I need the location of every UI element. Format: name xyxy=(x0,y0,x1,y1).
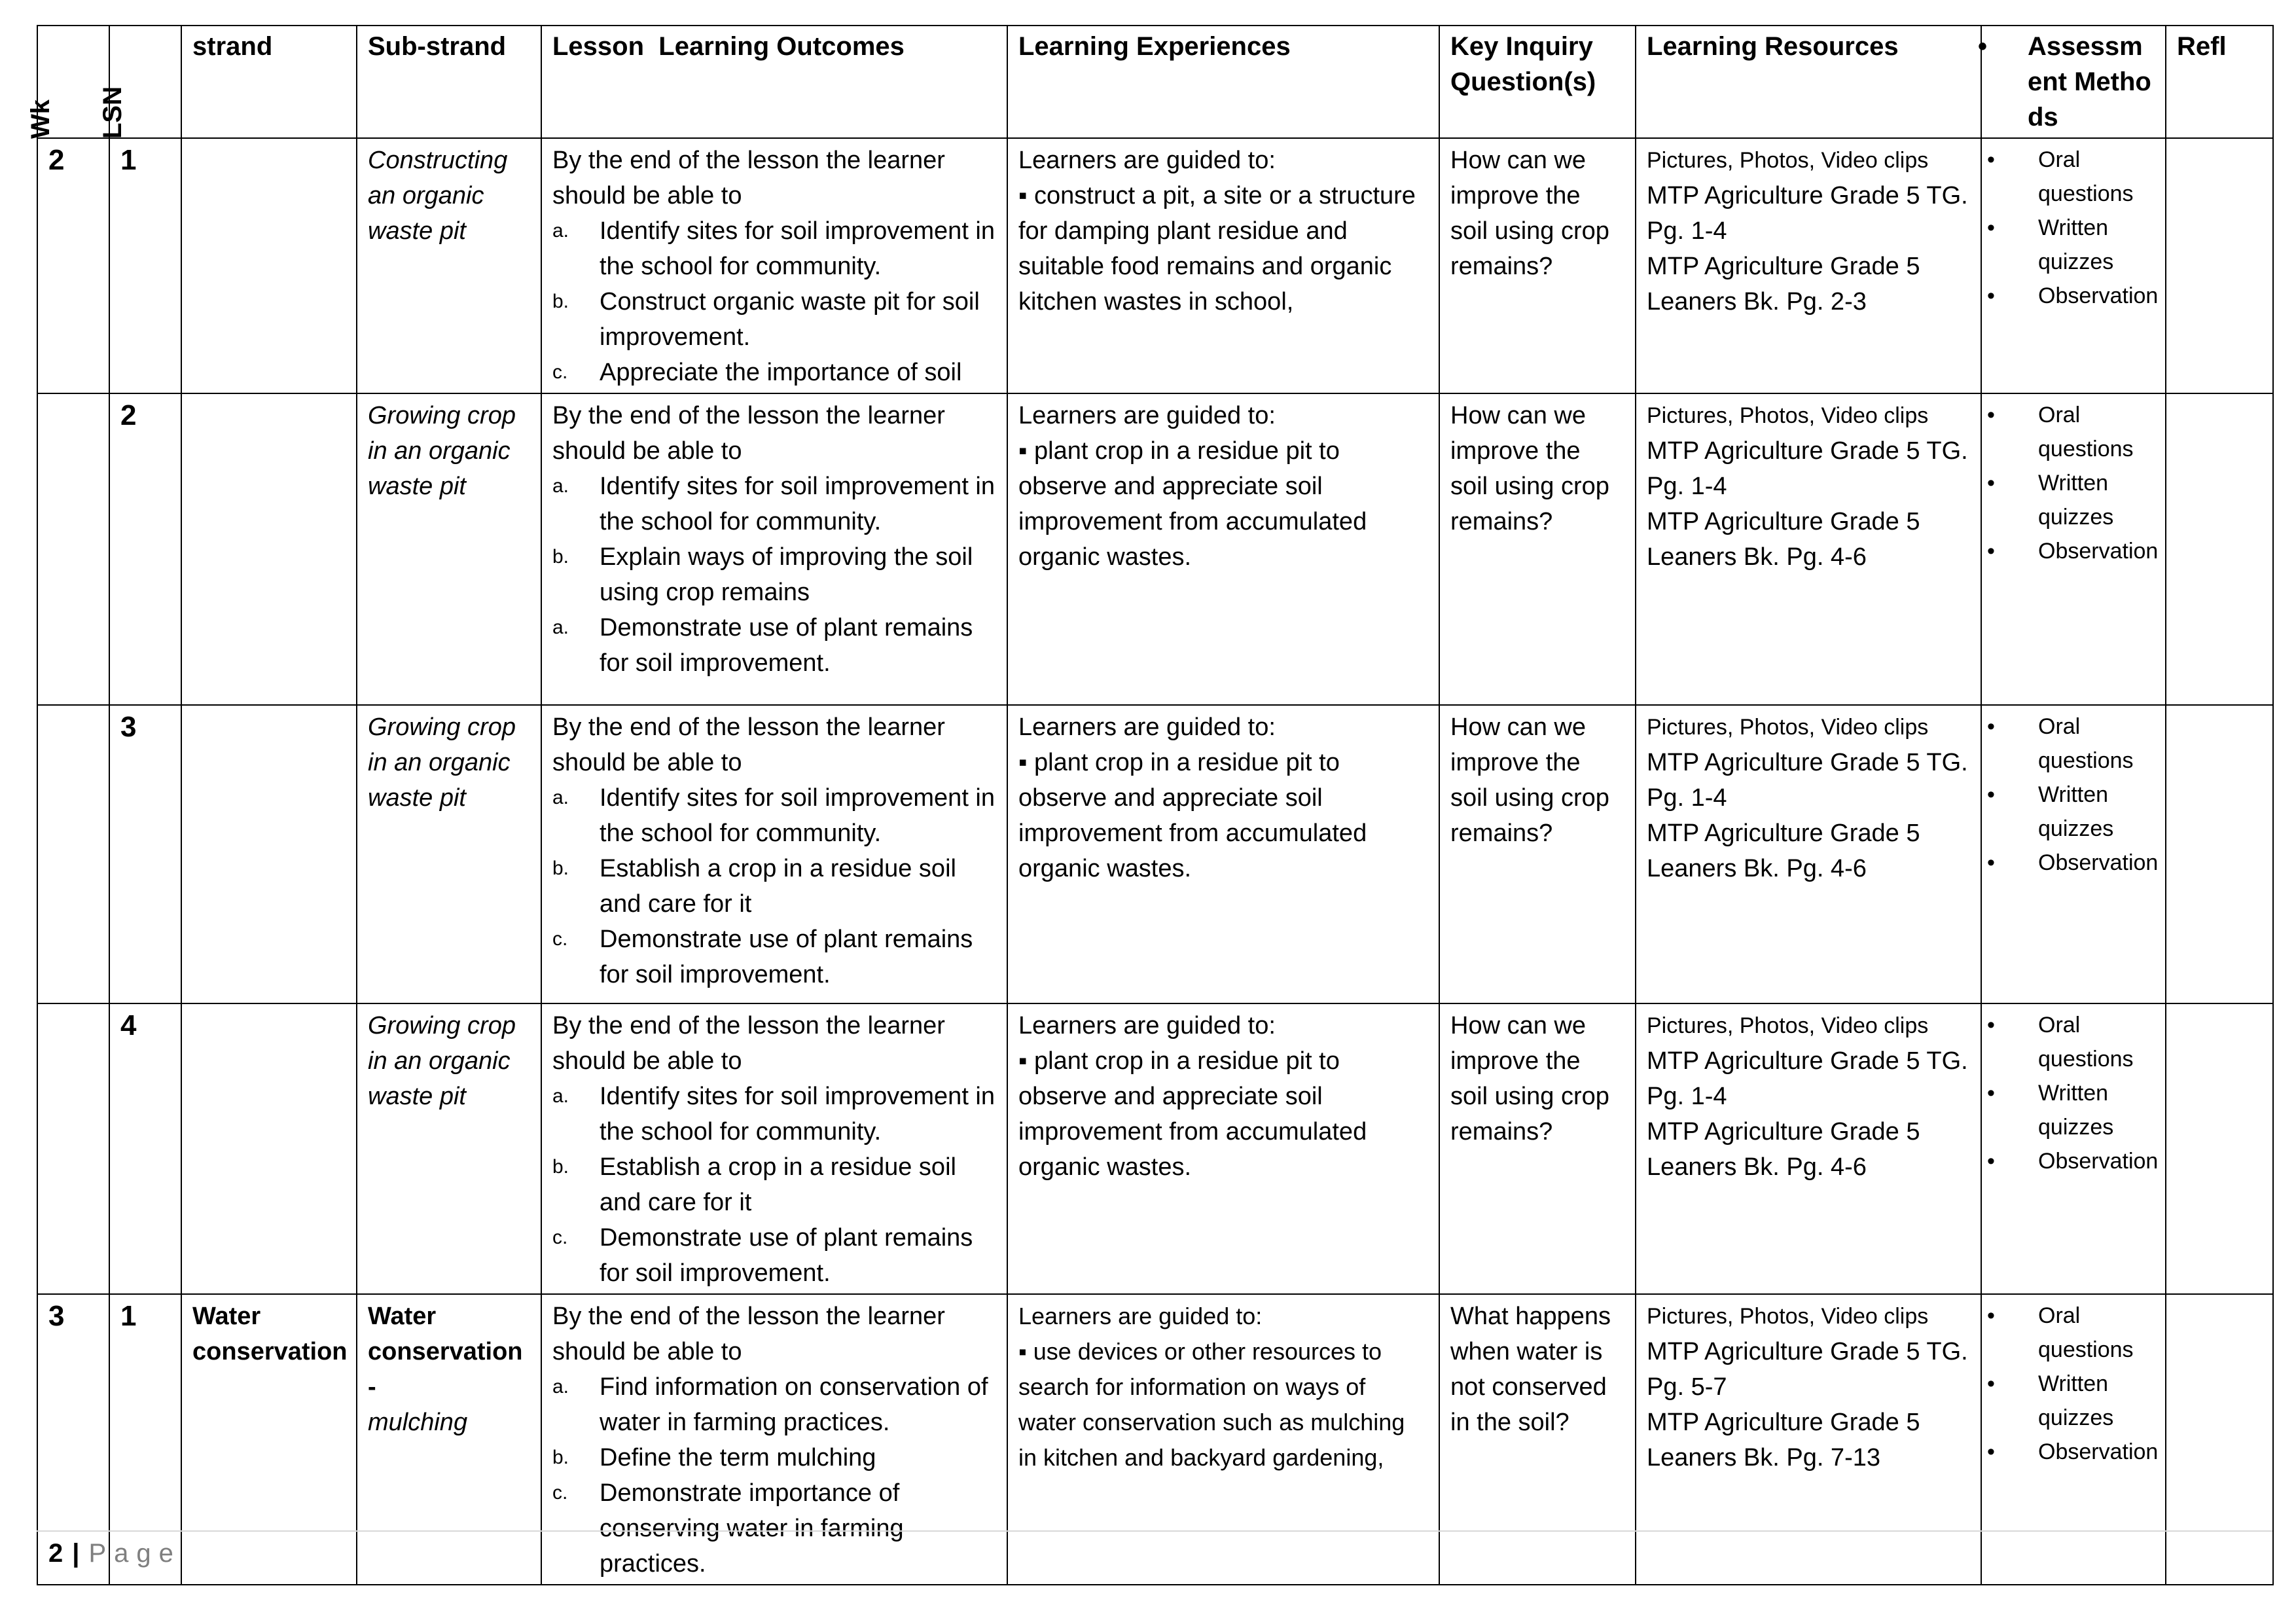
outcome-text: Appreciate the importance of soil xyxy=(600,359,962,386)
inquiry-cell xyxy=(1439,1003,1636,1294)
outcome-item xyxy=(552,1475,996,1581)
outcomes-list xyxy=(552,1369,996,1581)
assessment-item: • Oral questions xyxy=(1992,1299,2155,1367)
experiences-cell xyxy=(1007,138,1439,393)
resource-line: MTP Agriculture Grade 5 TG. Pg. 1-4 xyxy=(1647,1047,1968,1110)
outcomes-intro: By the end of the lesson the learner should be able to xyxy=(552,1012,945,1075)
page-label: Page xyxy=(88,1539,181,1568)
resources-cell xyxy=(1636,1294,1981,1585)
strand-cell xyxy=(181,393,357,705)
inquiry-cell xyxy=(1439,393,1636,705)
resource-line: MTP Agriculture Grade 5 TG. Pg. 1-4 xyxy=(1647,437,1968,500)
resource-line: Pictures, Photos, Video clips xyxy=(1647,1304,1929,1329)
outcome-label: a. xyxy=(552,1085,569,1107)
strand-cell xyxy=(181,1294,357,1585)
lesson-row xyxy=(37,705,2273,1003)
sub-strand-text: Growing crop in an organic waste pit xyxy=(368,402,516,500)
resource-line: MTP Agriculture Grade 5 Leaners Bk. Pg. 7-13 xyxy=(1647,1409,1920,1471)
assessment-item: • Oral questions xyxy=(1992,143,2155,211)
sub-strand-cell xyxy=(357,138,541,393)
sub-strand-cell xyxy=(357,1294,541,1585)
outcome-label: b. xyxy=(552,1447,569,1468)
outcome-label: a. xyxy=(552,1376,569,1398)
outcomes-intro: By the end of the lesson the learner should be able to xyxy=(552,402,945,465)
assessment-cell xyxy=(1981,705,2166,1003)
outcome-item xyxy=(552,355,996,390)
inquiry-question: What happens when water is not conserved in the soil? xyxy=(1450,1303,1611,1436)
outcome-text: Establish a crop in a residue soil and care for it xyxy=(600,855,956,918)
outcome-text: Explain ways of improving the soil using crop remains xyxy=(600,543,973,606)
assessment-cell xyxy=(1981,393,2166,705)
outcome-text: Identify sites for soil improvement in the school for community. xyxy=(600,784,996,847)
outcome-item xyxy=(552,1220,996,1291)
outcome-item xyxy=(552,539,996,610)
assessment-item: • Observation xyxy=(1992,1144,2155,1178)
outcome-item xyxy=(552,851,996,922)
assessment-cell xyxy=(1981,1003,2166,1294)
header-inquiry: Key Inquiry Question(s) xyxy=(1439,26,1636,138)
outcome-label: a. xyxy=(552,787,569,808)
experience-intro: Learners are guided to: xyxy=(1018,1012,1276,1039)
experience-intro: Learners are guided to: xyxy=(1018,147,1276,174)
assessment-item: • Oral questions xyxy=(1992,398,2155,466)
assessment-list xyxy=(1992,1008,2159,1178)
header-reflection: Refl xyxy=(2166,26,2273,138)
inquiry-cell xyxy=(1439,138,1636,393)
outcomes-cell xyxy=(541,393,1007,705)
sub-strand-text: mulching xyxy=(368,1409,468,1436)
experiences-cell xyxy=(1007,705,1439,1003)
outcome-item xyxy=(552,1369,996,1440)
header-experiences: Learning Experiences xyxy=(1007,26,1439,138)
resources-cell xyxy=(1636,1003,1981,1294)
outcome-label: a. xyxy=(552,475,569,497)
experience-text: ▪ plant crop in a residue pit to observe and appreciate soil improvement from accumulated organic wastes. xyxy=(1018,745,1428,886)
assessment-list xyxy=(1992,143,2159,313)
assessment-list xyxy=(1992,1299,2159,1469)
outcome-item xyxy=(552,780,996,851)
week-cell xyxy=(37,138,109,393)
sub-strand-title: Water conservation - xyxy=(368,1303,523,1401)
strand-cell xyxy=(181,138,357,393)
inquiry-question: How can we improve the soil using crop remains? xyxy=(1450,147,1609,280)
resource-line: Pictures, Photos, Video clips xyxy=(1647,403,1929,428)
week-cell xyxy=(37,393,109,705)
outcome-label: b. xyxy=(552,1156,569,1178)
outcomes-list xyxy=(552,469,996,681)
resources-cell xyxy=(1636,138,1981,393)
inquiry-question: How can we improve the soil using crop remains? xyxy=(1450,713,1609,847)
outcome-text: Demonstrate use of plant remains for soil improvement. xyxy=(600,926,973,988)
assessment-item: • Oral questions xyxy=(1992,1008,2155,1076)
lesson-cell xyxy=(109,1003,181,1294)
outcomes-list xyxy=(552,1079,996,1291)
outcome-label: c. xyxy=(552,361,568,383)
outcome-text: Identify sites for soil improvement in the school for community. xyxy=(600,473,996,535)
sub-strand-text: Growing crop in an organic waste pit xyxy=(368,713,516,812)
lesson-number: 3 xyxy=(120,711,137,743)
page-footer xyxy=(48,1536,181,1571)
lesson-row xyxy=(37,1003,2273,1294)
outcome-label: a. xyxy=(552,220,569,242)
sub-strand-text: Constructing an organic waste pit xyxy=(368,147,508,245)
assessment-item: • Written quizzes xyxy=(1992,466,2155,534)
week-cell xyxy=(37,1003,109,1294)
strand-cell xyxy=(181,1003,357,1294)
resources-cell xyxy=(1636,393,1981,705)
outcome-text: Identify sites for soil improvement in the school for community. xyxy=(600,217,996,280)
outcome-label: c. xyxy=(552,928,568,950)
resource-line: MTP Agriculture Grade 5 TG. Pg. 5-7 xyxy=(1647,1338,1968,1401)
week-cell xyxy=(37,705,109,1003)
assessment-item: • Written quizzes xyxy=(1992,211,2155,279)
inquiry-question: How can we improve the soil using crop remains? xyxy=(1450,1012,1609,1146)
outcomes-intro: By the end of the lesson the learner should be able to xyxy=(552,713,945,776)
week-number: 2 xyxy=(48,144,65,176)
sub-strand-cell xyxy=(357,705,541,1003)
header-lsn: LSN xyxy=(109,26,181,138)
outcomes-list xyxy=(552,213,996,390)
sub-strand-cell xyxy=(357,393,541,705)
lesson-cell xyxy=(109,138,181,393)
resource-line: Pictures, Photos, Video clips xyxy=(1647,715,1929,740)
outcomes-cell xyxy=(541,705,1007,1003)
sub-strand-cell xyxy=(357,1003,541,1294)
footer-separator: | xyxy=(72,1539,80,1568)
lesson-cell xyxy=(109,393,181,705)
assessment-item: • Written quizzes xyxy=(1992,778,2155,846)
assessment-cell xyxy=(1981,1294,2166,1585)
header-resources: Learning Resources xyxy=(1636,26,1981,138)
outcomes-intro: By the end of the lesson the learner should be able to xyxy=(552,1303,945,1365)
reflection-cell xyxy=(2166,138,2273,393)
header-wk: Wk xyxy=(37,26,109,138)
header-strand: strand xyxy=(181,26,357,138)
assessment-item: • Observation xyxy=(1992,279,2155,313)
outcome-item xyxy=(552,284,996,355)
experience-intro: Learners are guided to: xyxy=(1018,1303,1263,1329)
resource-line: MTP Agriculture Grade 5 Leaners Bk. Pg. 4-6 xyxy=(1647,508,1920,571)
experience-text: ▪ plant crop in a residue pit to observe and appreciate soil improvement from accumulated organic wastes. xyxy=(1018,433,1428,575)
reflection-cell xyxy=(2166,705,2273,1003)
outcomes-cell xyxy=(541,138,1007,393)
outcome-label: a. xyxy=(552,617,569,638)
experiences-cell xyxy=(1007,1003,1439,1294)
reflection-cell xyxy=(2166,393,2273,705)
outcome-item xyxy=(552,1440,996,1475)
lesson-row xyxy=(37,393,2273,705)
outcome-text: Define the term mulching xyxy=(600,1444,876,1471)
sub-strand-text: Growing crop in an organic waste pit xyxy=(368,1012,516,1110)
assessment-item: • Observation xyxy=(1992,846,2155,880)
assessment-item: • Observation xyxy=(1992,1435,2155,1469)
inquiry-cell xyxy=(1439,1294,1636,1585)
assessment-item: • Observation xyxy=(1992,534,2155,568)
assessment-list xyxy=(1992,710,2159,880)
resource-line: MTP Agriculture Grade 5 Leaners Bk. Pg. 4-6 xyxy=(1647,820,1920,882)
assessment-item: • Written quizzes xyxy=(1992,1367,2155,1435)
footer-divider xyxy=(37,1530,2272,1532)
outcome-label: b. xyxy=(552,546,569,568)
strand-cell xyxy=(181,705,357,1003)
experience-intro: Learners are guided to: xyxy=(1018,713,1276,741)
outcome-label: c. xyxy=(552,1482,568,1504)
lesson-cell xyxy=(109,705,181,1003)
lesson-row xyxy=(37,1294,2273,1585)
resource-line: MTP Agriculture Grade 5 TG. Pg. 1-4 xyxy=(1647,749,1968,812)
lesson-number: 1 xyxy=(120,144,137,176)
outcome-item xyxy=(552,213,996,284)
reflection-cell xyxy=(2166,1003,2273,1294)
experiences-cell xyxy=(1007,393,1439,705)
resource-line: Pictures, Photos, Video clips xyxy=(1647,148,1929,173)
experience-text: ▪ plant crop in a residue pit to observe and appreciate soil improvement from accumulated organic wastes. xyxy=(1018,1043,1428,1185)
experience-text: ▪ use devices or other resources to search for information on ways of water conservation such as mulching in kitchen and backyard gardening, xyxy=(1018,1334,1428,1475)
lesson-number: 1 xyxy=(120,1300,137,1332)
header-row xyxy=(37,26,2273,138)
outcome-item xyxy=(552,922,996,992)
resource-line: MTP Agriculture Grade 5 Leaners Bk. Pg. 2-3 xyxy=(1647,253,1920,316)
strand-text: Water conservation xyxy=(192,1303,348,1365)
outcomes-list xyxy=(552,780,996,992)
experience-intro: Learners are guided to: xyxy=(1018,402,1276,429)
assessment-cell xyxy=(1981,138,2166,393)
scheme-of-work-table xyxy=(26,25,2274,1585)
outcome-item xyxy=(552,1149,996,1220)
outcomes-cell xyxy=(541,1003,1007,1294)
experiences-cell xyxy=(1007,1294,1439,1585)
resource-line: Pictures, Photos, Video clips xyxy=(1647,1013,1929,1038)
resources-cell xyxy=(1636,705,1981,1003)
lesson-number: 4 xyxy=(120,1009,137,1041)
assessment-item: • Oral questions xyxy=(1992,710,2155,778)
lesson-number: 2 xyxy=(120,399,137,431)
outcome-item xyxy=(552,1079,996,1149)
outcome-text: Find information on conservation of water in farming practices. xyxy=(600,1373,988,1436)
outcome-text: Construct organic waste pit for soil improvement. xyxy=(600,288,980,351)
header-outcomes: Lesson Learning Outcomes xyxy=(541,26,1007,138)
assessment-list xyxy=(1992,398,2159,568)
inquiry-cell xyxy=(1439,705,1636,1003)
outcome-text: Establish a crop in a residue soil and care for it xyxy=(600,1153,956,1216)
assessment-item: • Written quizzes xyxy=(1992,1076,2155,1144)
outcome-text: Identify sites for soil improvement in the school for community. xyxy=(600,1083,996,1146)
reflection-cell xyxy=(2166,1294,2273,1585)
outcome-text: Demonstrate importance of conserving water in farming practices. xyxy=(600,1479,904,1578)
outcome-text: Demonstrate use of plant remains for soil improvement. xyxy=(600,614,973,677)
outcome-label: b. xyxy=(552,291,569,312)
outcome-item xyxy=(552,469,996,539)
outcome-label: b. xyxy=(552,857,569,879)
outcome-label: c. xyxy=(552,1227,568,1248)
resource-line: MTP Agriculture Grade 5 Leaners Bk. Pg. 4-6 xyxy=(1647,1118,1920,1181)
header-assessment: • Assessment Methods xyxy=(1981,26,2166,138)
outcome-text: Demonstrate use of plant remains for soil improvement. xyxy=(600,1224,973,1287)
outcomes-cell xyxy=(541,1294,1007,1585)
week-number: 3 xyxy=(48,1300,65,1332)
resource-line: MTP Agriculture Grade 5 TG. Pg. 1-4 xyxy=(1647,182,1968,245)
header-sub-strand: Sub-strand xyxy=(357,26,541,138)
outcome-item xyxy=(552,610,996,681)
inquiry-question: How can we improve the soil using crop remains? xyxy=(1450,402,1609,535)
experience-text: ▪ construct a pit, a site or a structure for damping plant residue and suitable food remains and organic kitchen wastes in school, xyxy=(1018,178,1428,319)
page-number: 2 xyxy=(48,1539,63,1568)
outcomes-intro: By the end of the lesson the learner should be able to xyxy=(552,147,945,209)
lesson-row xyxy=(37,138,2273,393)
